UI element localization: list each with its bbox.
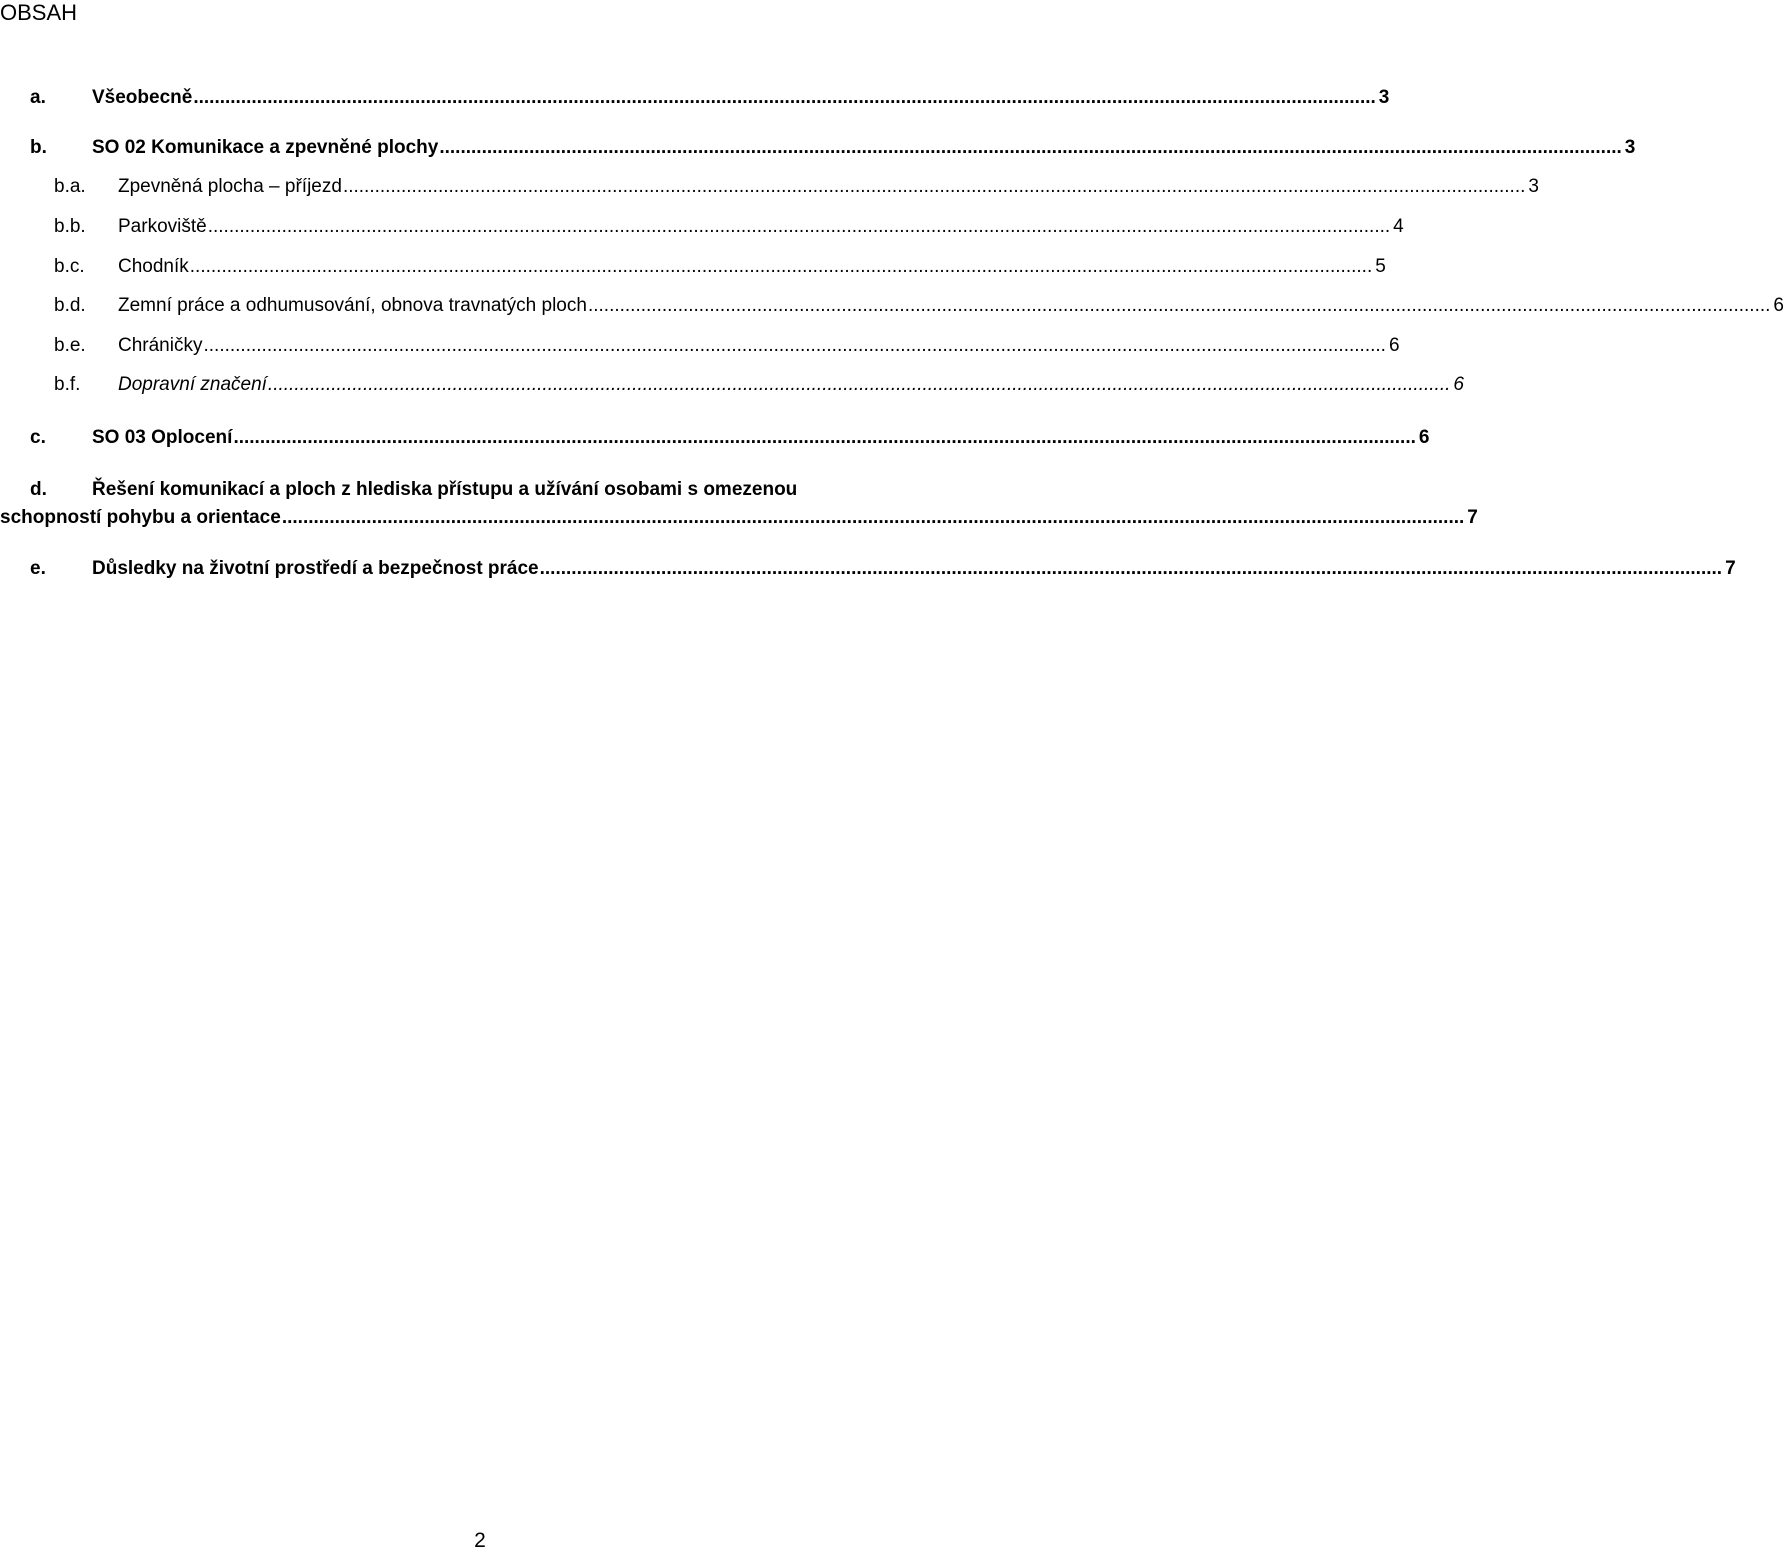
toc-entry-title-continued: schopností pohybu a orientace: [0, 507, 281, 528]
toc-leader-dots: [190, 255, 1372, 279]
toc-entry-page: 6: [1453, 374, 1464, 395]
toc-entry-number: a.: [30, 87, 46, 108]
toc-leader-dots: [282, 506, 1464, 530]
toc-leader-dots: [268, 373, 1450, 397]
toc-entry-ba[interactable]: [0, 175, 1539, 199]
page-number: 2: [474, 1529, 486, 1552]
toc-entry-c[interactable]: [0, 426, 1430, 450]
toc-entry-page: 6: [1773, 295, 1784, 316]
toc-leader-dots: [540, 557, 1722, 581]
toc-entry-page: 7: [1725, 558, 1736, 579]
toc-entry-number: b.a.: [54, 176, 86, 197]
toc-entry-number: c.: [30, 427, 46, 448]
toc-entry-number: b.d.: [54, 295, 86, 316]
toc-leader-dots: [233, 426, 1415, 450]
toc-leader-dots: [439, 136, 1621, 160]
toc-entry-e[interactable]: [0, 557, 1736, 581]
toc-entry-page: 6: [1388, 335, 1400, 356]
toc-entry-number: b.b.: [54, 216, 86, 237]
toc-entry-title: Zpevněná plocha – příjezd: [118, 176, 342, 197]
toc-entry-number: b.: [30, 137, 47, 158]
toc-entry-bf[interactable]: [0, 373, 1464, 397]
toc-entry-title: Důsledky na životní prostředí a bezpečnost práce: [92, 558, 539, 579]
toc-entry-title: SO 02 Komunikace a zpevněné plochy: [92, 137, 439, 158]
toc-leader-dots: [208, 215, 1390, 239]
toc-leader-dots: [343, 175, 1525, 199]
toc-entry-page: 3: [1528, 176, 1539, 197]
toc-entry-bc[interactable]: [0, 255, 1386, 279]
toc-entry-page: 5: [1375, 256, 1386, 277]
toc-leader-dots: [203, 334, 1385, 358]
toc-entry-title: Všeobecně: [92, 87, 193, 108]
toc-entry-title: Zemní práce a odhumusování, obnova travnatých ploch: [118, 295, 587, 316]
toc-entry-title: Chráničky: [118, 335, 203, 356]
toc-leader-dots: [588, 294, 1770, 318]
toc-entry-title: Parkoviště: [118, 216, 207, 237]
toc-entry-page: 7: [1467, 507, 1478, 528]
toc-entry-bb[interactable]: [0, 215, 1404, 239]
toc-entry-page: 4: [1393, 216, 1404, 237]
toc-entry-number: d.: [30, 479, 47, 500]
toc-entry-page: 3: [1378, 87, 1390, 108]
toc-entry-bd[interactable]: [0, 294, 1784, 318]
toc-entry-number: b.c.: [54, 256, 85, 277]
toc-entry-page: 6: [1418, 427, 1430, 448]
toc-leader-dots: [193, 86, 1375, 110]
toc-entry-d[interactable]: [0, 478, 797, 502]
toc-entry-be[interactable]: [0, 334, 1400, 358]
toc-heading: OBSAH: [0, 0, 78, 25]
toc-entry-d-continued[interactable]: [0, 506, 1478, 530]
toc-entry-page: 3: [1624, 137, 1636, 158]
toc-entry-a[interactable]: [0, 86, 1390, 110]
toc-entry-number: b.e.: [54, 335, 86, 356]
toc-entry-title: Chodník: [118, 256, 189, 277]
toc-entry-title: SO 03 Oplocení: [92, 427, 233, 448]
toc-entry-b[interactable]: [0, 136, 1636, 160]
toc-entry-number: b.f.: [54, 374, 81, 395]
toc-entry-title: Řešení komunikací a ploch z hlediska přístupu a užívání osobami s omezenou: [92, 479, 798, 500]
toc-entry-title: Dopravní značení: [118, 374, 267, 395]
toc-entry-number: e.: [30, 558, 46, 579]
